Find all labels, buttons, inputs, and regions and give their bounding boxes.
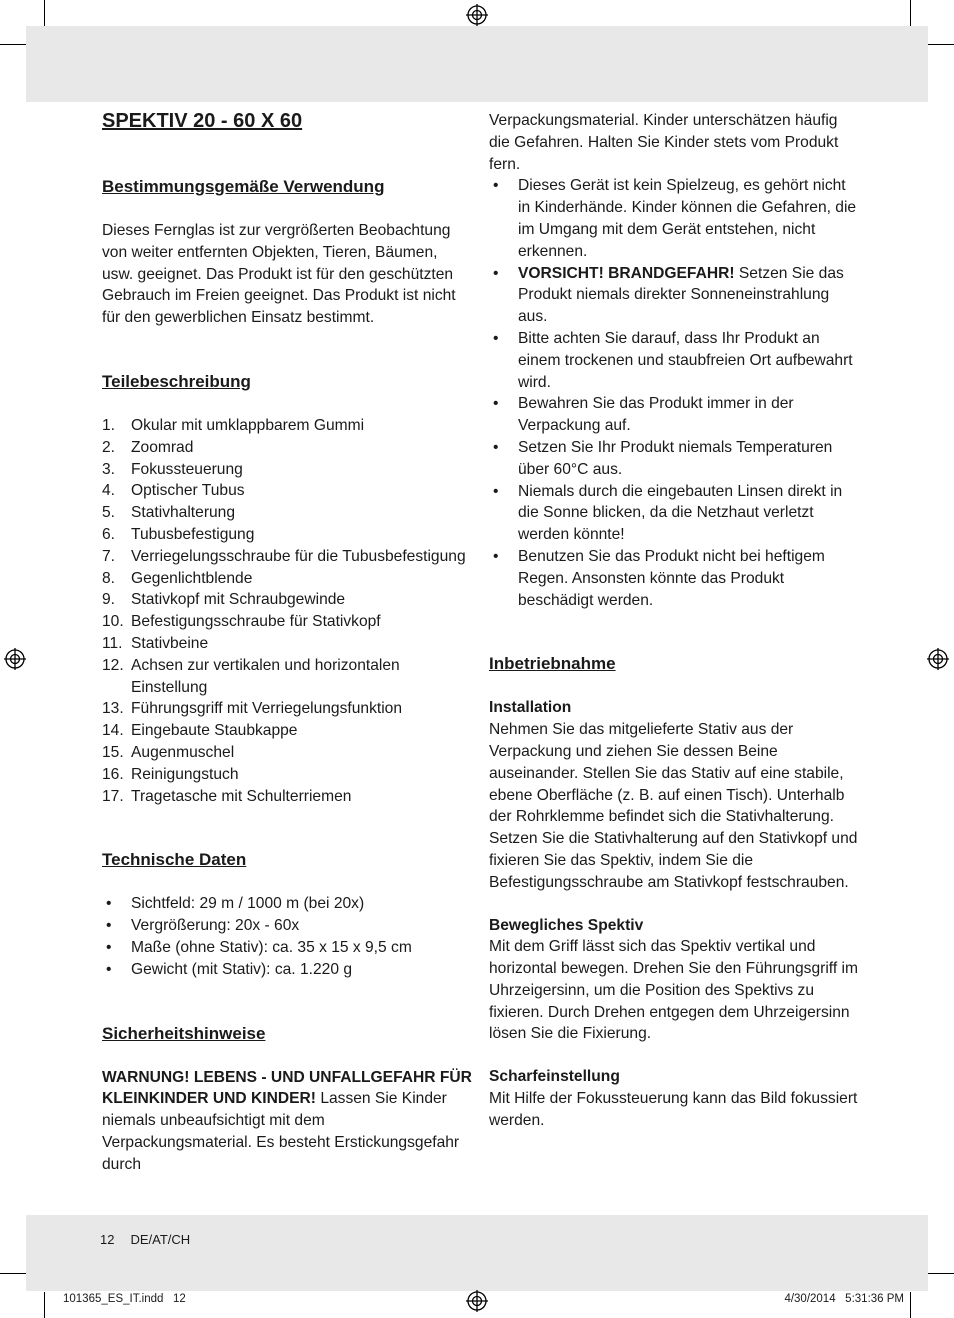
item-text: Reinigungstuch (131, 765, 239, 783)
item-text: Bitte achten Sie darauf, dass Ihr Produkt an einem trockenen und staubfreien Ort aufbewahrt wird. (518, 329, 853, 391)
item-text: Stativhalterung (131, 504, 236, 522)
item-number: 9. (102, 591, 116, 609)
item-number: 5. (102, 504, 116, 522)
bullet-icon: • (106, 895, 112, 913)
item-text: Dieses Gerät ist kein Spielzeug, es gehört nicht in Kinderhände. Kinder können die Gefahren, die im Umgang mit dem Gerät entstehen, nicht erkennen. (518, 177, 857, 260)
parts-list (102, 415, 472, 807)
item-text: Achsen zur vertikalen und horizontalen Einstellung (131, 656, 400, 696)
bullet-icon: • (106, 917, 112, 935)
item-number: 17. (102, 787, 124, 805)
parts-list-item (102, 546, 472, 568)
item-text: Gewicht (mit Stativ): ca. 1.220 g (131, 960, 352, 978)
slug-timestamp: 4/30/2014 5:31:36 PM (784, 1293, 904, 1305)
parts-list-item (102, 655, 472, 699)
bullet-icon: • (493, 395, 499, 413)
item-text: Setzen Sie das Produkt niemals direkter Sonneneinstrahlung aus. (518, 264, 844, 326)
item-text: Eingebaute Staubkappe (131, 722, 298, 740)
item-text: Vergrößerung: 20x - 60x (131, 917, 300, 935)
safety-warning (102, 1067, 472, 1176)
crop-mark (928, 44, 954, 45)
bullet-icon: • (493, 547, 499, 565)
item-number: 16. (102, 765, 124, 783)
tech-list-item (102, 915, 472, 937)
movable-text: Mit dem Griff lässt sich das Spektiv vertikal und horizontal bewegen. Drehen Sie den Führungsgriff im Uhrzeigersinn, um die Position des Spektivs zu fixieren. Durch Drehen entgegen dem Uhrzeigersinn lösen Sie die Fixierung. (489, 938, 858, 1043)
item-number: 6. (102, 525, 116, 543)
crop-mark (910, 0, 911, 26)
item-number: 7. (102, 547, 116, 565)
item-number: 13. (102, 700, 124, 718)
parts-list-item (102, 633, 472, 655)
intended-use-text: Dieses Fernglas ist zur vergrößerten Beobachtung von weiter entfernten Objekten, Tieren, Bäumen, usw. geeignet. Das Produkt ist für den geschützten Gebrauch im Freien geeignet. Das Produkt ist nicht für den gewerblichen Einsatz bestimmt. (102, 222, 456, 327)
bullet-icon: • (106, 938, 112, 956)
movable-heading: Bewegliches Spektiv (489, 916, 644, 934)
parts-list-item (102, 459, 472, 481)
item-text: Niemals durch die eingebauten Linsen direkt in die Sonne blicken, da die Netzhaut verletzt werden könnte! (518, 482, 843, 544)
item-text: Maße (ohne Stativ): ca. 35 x 15 x 9,5 cm (131, 938, 412, 956)
setup-heading: Inbetriebnahme (489, 654, 616, 674)
safety-list-item (489, 437, 859, 481)
crop-mark (44, 0, 45, 26)
item-text: Verriegelungsschraube für die Tubusbefestigung (131, 547, 466, 565)
item-number: 3. (102, 460, 116, 478)
parts-list-item (102, 611, 472, 633)
item-text: Befestigungsschraube für Stativkopf (131, 613, 381, 631)
warning-text: Lassen Sie Kinder niemals unbeaufsichtigt mit dem Verpackungsmaterial. Es besteht Erstickungsgefahr durch (102, 1090, 460, 1173)
item-text: Tragetasche mit Schulterriemen (131, 787, 352, 805)
parts-list-item (102, 698, 472, 720)
item-text: Benutzen Sie das Produkt nicht bei heftigem Regen. Ansonsten könnte das Produkt beschädigt werden. (518, 547, 825, 609)
tech-list-item (102, 959, 472, 981)
item-number: 14. (102, 722, 124, 740)
safety-list (489, 175, 859, 611)
bullet-icon: • (493, 482, 499, 500)
tech-list-item (102, 893, 472, 915)
item-text: Stativbeine (131, 634, 209, 652)
item-text: Bewahren Sie das Produkt immer in der Verpackung auf. (518, 395, 794, 435)
footer-band (26, 1215, 928, 1291)
installation-text: Nehmen Sie das mitgelieferte Stativ aus der Verpackung und ziehen Sie dessen Beine auseinander. Stellen Sie das Stativ auf eine stabile, ebene Oberfläche (z. B. auf einen Tisch). Unterhalb der Rohrklemme befindet sich die Stativhalterung. Setzen Sie die Stativhalterung auf den Stativkopf und fixieren Sie das Spektiv, indem Sie die Befestigungsschraube am Stativkopf festschrauben. (489, 721, 858, 891)
intended-use-heading: Bestimmungsgemäße Verwendung (102, 177, 385, 196)
crop-mark (910, 1292, 911, 1318)
warning-label: WARNUNG! LEBENS - UND UNFALLGEFAHR FÜR KLEINKINDER UND KINDER! (102, 1068, 472, 1108)
registration-mark-icon (466, 4, 488, 26)
header-band (26, 26, 928, 102)
item-text: Führungsgriff mit Verriegelungsfunktion (131, 700, 403, 718)
installation-heading: Installation (489, 699, 572, 717)
item-text: Zoomrad (131, 438, 194, 456)
bullet-icon: • (493, 438, 499, 456)
safety-list-item (489, 546, 859, 611)
parts-heading: Teilebeschreibung (102, 371, 251, 391)
item-number: 15. (102, 743, 124, 761)
slug-filename: 101365_ES_IT.indd 12 (63, 1293, 186, 1305)
item-text: Setzen Sie Ihr Produkt niemals Temperaturen über 60°C aus. (518, 438, 833, 478)
tech-heading: Technische Daten (102, 850, 247, 870)
parts-list-item (102, 589, 472, 611)
crop-mark (0, 44, 26, 45)
tech-list-item (102, 937, 472, 959)
safety-list-item (489, 393, 859, 437)
item-text: Tubusbefestigung (131, 525, 255, 543)
parts-list-item (102, 480, 472, 502)
left-column (102, 108, 472, 1176)
item-number: 11. (102, 634, 123, 652)
page-title: SPEKTIV 20 - 60 X 60 (102, 110, 303, 132)
parts-list-item (102, 764, 472, 786)
item-text: Gegenlichtblende (131, 569, 253, 587)
parts-list-item (102, 568, 472, 590)
item-number: 2. (102, 438, 116, 456)
registration-mark-icon (4, 648, 26, 670)
safety-list-item (489, 481, 859, 546)
parts-list-item (102, 720, 472, 742)
item-number: 4. (102, 482, 116, 500)
safety-continuation: Verpackungsmaterial. Kinder unterschätzen häufig die Gefahren. Halten Sie Kinder stets vom Produkt fern. (489, 112, 839, 173)
parts-list-item (102, 742, 472, 764)
parts-list-item (102, 524, 472, 546)
right-column (489, 110, 859, 1132)
crop-mark (0, 1273, 26, 1274)
item-text: Okular mit umklappbarem Gummi (131, 416, 365, 434)
page-footer (100, 1232, 206, 1247)
page-number: 12 (100, 1232, 115, 1247)
tech-list (102, 893, 472, 980)
item-number: 8. (102, 569, 116, 587)
crop-mark (44, 1292, 45, 1318)
item-text: Stativkopf mit Schraubgewinde (131, 591, 346, 609)
item-text: Sichtfeld: 29 m / 1000 m (bei 20x) (131, 895, 365, 913)
safety-list-item (489, 263, 859, 328)
locale-label: DE/AT/CH (130, 1232, 191, 1247)
parts-list-item (102, 786, 472, 808)
registration-mark-icon (927, 648, 949, 670)
safety-list-item (489, 175, 859, 262)
item-number: 10. (102, 613, 124, 631)
parts-list-item (102, 502, 472, 524)
item-number: 1. (102, 416, 116, 434)
focus-heading: Scharfeinstellung (489, 1068, 620, 1086)
bullet-icon: • (493, 329, 499, 347)
safety-list-item (489, 328, 859, 393)
bullet-icon: • (106, 960, 112, 978)
crop-mark (928, 1273, 954, 1274)
focus-text: Mit Hilfe der Fokussteuerung kann das Bild fokussiert werden. (489, 1090, 858, 1129)
safety-heading: Sicherheitshinweise (102, 1023, 266, 1043)
parts-list-item (102, 415, 472, 437)
bullet-icon: • (493, 264, 499, 282)
bullet-icon: • (493, 177, 499, 195)
item-text: Augenmuschel (131, 743, 235, 761)
item-number: 12. (102, 656, 124, 674)
parts-list-item (102, 437, 472, 459)
registration-mark-icon (466, 1290, 488, 1312)
item-text: Fokussteuerung (131, 460, 243, 478)
item-text: Optischer Tubus (131, 482, 245, 500)
warning-label: VORSICHT! BRANDGEFAHR! (518, 264, 735, 282)
